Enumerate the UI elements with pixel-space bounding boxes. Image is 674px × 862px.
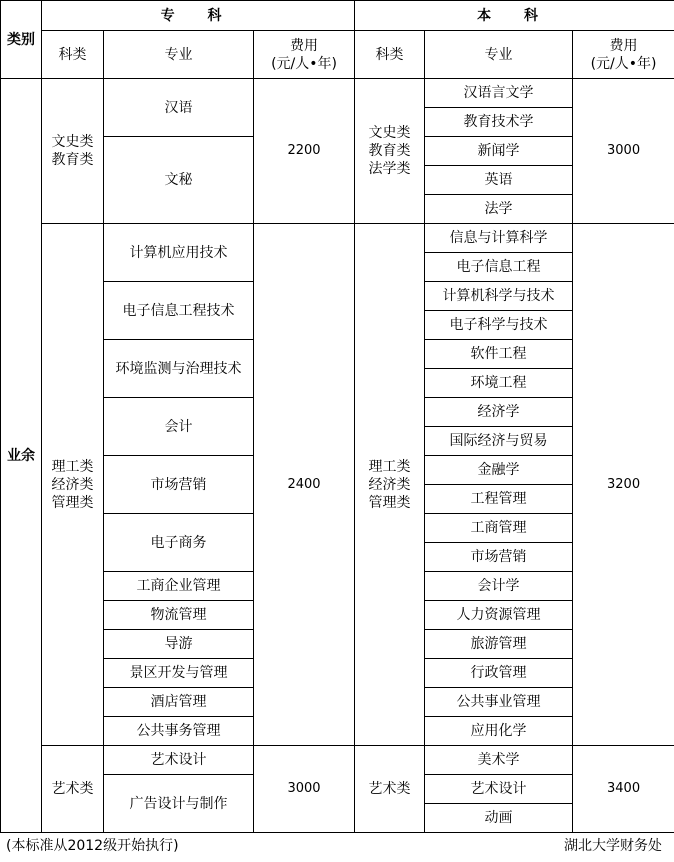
category-header: 类别 [1,1,42,79]
benke-major: 艺术设计 [425,775,573,804]
zhuanke-major: 导游 [104,630,254,659]
benke-header-label: 本 科 [477,7,552,24]
benke-header [355,1,674,31]
zhuanke-kelei-header: 科类 [42,31,104,79]
benke-major: 金融学 [425,456,573,485]
benke-fee-wenshi: 3000 [573,79,674,224]
benke-major: 应用化学 [425,717,573,746]
zhuanke-kelei-wenshi: 文史类 教育类 [42,79,104,224]
benke-major: 电子信息工程 [425,253,573,282]
zhuanke-kelei-yishu: 艺术类 [42,746,104,833]
benke-kelei-yishu: 艺术类 [355,746,425,833]
zhuanke-major: 电子信息工程技术 [104,282,254,340]
benke-major: 工商管理 [425,514,573,543]
benke-major: 计算机科学与技术 [425,282,573,311]
zhuanke-fee-ligong: 2400 [254,224,355,746]
zhuanke-header [42,1,355,31]
benke-major: 会计学 [425,572,573,601]
zhuanke-major: 会计 [104,398,254,456]
benke-fee-yishu: 3400 [573,746,674,833]
benke-major: 教育技术学 [425,108,573,137]
benke-major: 信息与计算科学 [425,224,573,253]
benke-major: 行政管理 [425,659,573,688]
zhuanke-fee-wenshi: 2200 [254,79,355,224]
zhuanke-major: 电子商务 [104,514,254,572]
zhuanke-major-header: 专业 [104,31,254,79]
benke-major-header: 专业 [425,31,573,79]
zhuanke-major: 文秘 [104,137,254,224]
benke-major: 软件工程 [425,340,573,369]
benke-major: 新闻学 [425,137,573,166]
benke-fee-ligong: 3200 [573,224,674,746]
benke-major: 人力资源管理 [425,601,573,630]
zhuanke-major: 工商企业管理 [104,572,254,601]
footer-note: (本标准从2012级开始执行) [6,838,179,854]
benke-major: 公共事业管理 [425,688,573,717]
zhuanke-major: 环境监测与治理技术 [104,340,254,398]
zhuanke-fee-header: 费用 (元/人•年) [254,31,355,79]
benke-major: 国际经济与贸易 [425,427,573,456]
benke-major: 市场营销 [425,543,573,572]
zhuanke-major: 酒店管理 [104,688,254,717]
benke-major: 工程管理 [425,485,573,514]
benke-kelei-header: 科类 [355,31,425,79]
benke-major: 旅游管理 [425,630,573,659]
benke-kelei-wenshi: 文史类 教育类 法学类 [355,79,425,224]
zhuanke-major: 广告设计与制作 [104,775,254,833]
benke-major: 汉语言文学 [425,79,573,108]
zhuanke-major: 物流管理 [104,601,254,630]
benke-major: 环境工程 [425,369,573,398]
zhuanke-major: 计算机应用技术 [104,224,254,282]
study-mode-label: 业余 [1,79,42,833]
zhuanke-major: 公共事务管理 [104,717,254,746]
zhuanke-major: 汉语 [104,79,254,137]
zhuanke-major: 艺术设计 [104,746,254,775]
benke-fee-header: 费用 (元/人•年) [573,31,674,79]
benke-major: 英语 [425,166,573,195]
benke-major: 美术学 [425,746,573,775]
footer-issuer: 湖北大学财务处 [564,838,662,854]
zhuanke-fee-yishu: 3000 [254,746,355,833]
zhuanke-major: 市场营销 [104,456,254,514]
benke-major: 电子科学与技术 [425,311,573,340]
zhuanke-major: 景区开发与管理 [104,659,254,688]
benke-kelei-ligong: 理工类 经济类 管理类 [355,224,425,746]
benke-major: 经济学 [425,398,573,427]
benke-major: 动画 [425,804,573,833]
zhuanke-header-label: 专 科 [160,7,236,24]
benke-major: 法学 [425,195,573,224]
zhuanke-kelei-ligong: 理工类 经济类 管理类 [42,224,104,746]
